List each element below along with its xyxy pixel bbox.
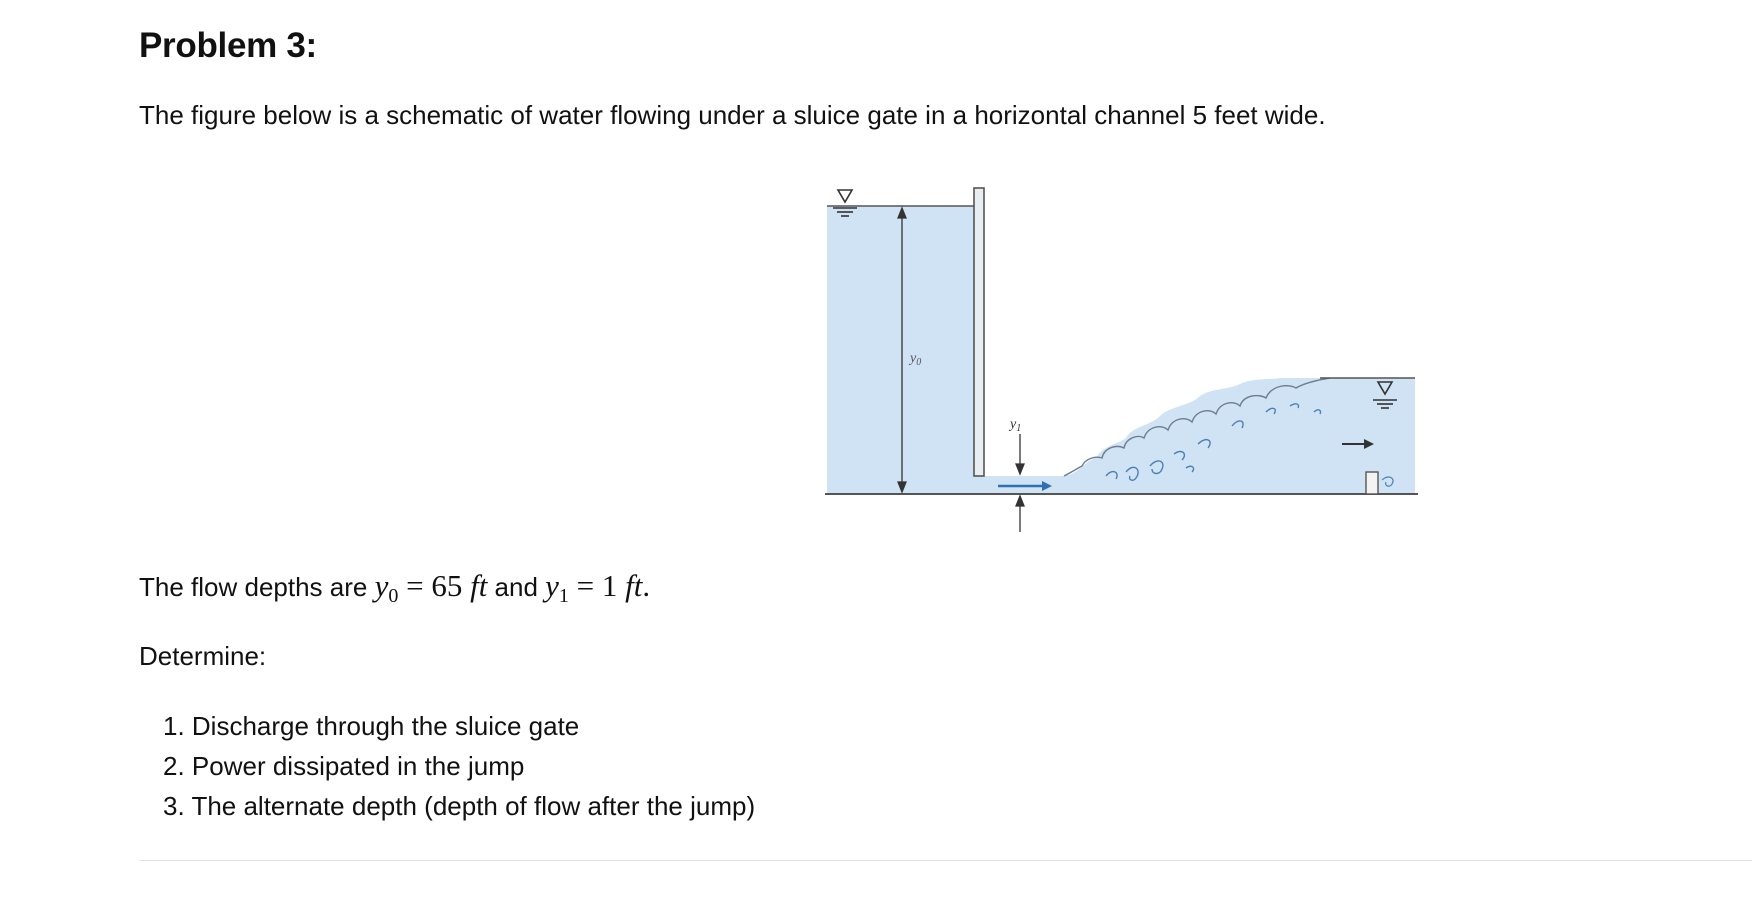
upstream-water bbox=[827, 206, 974, 494]
flow-depths-statement: The flow depths are $y_0 = 65$ ft and $y_1 = 1$ ft. bbox=[139, 568, 651, 607]
problem-title: Problem 3: bbox=[139, 26, 317, 65]
determine-heading: Determine: bbox=[139, 641, 267, 671]
sluice-gate-figure bbox=[820, 176, 1420, 536]
y0-dimension-label: $y_0$ bbox=[910, 351, 922, 368]
list-item: 2. Power dissipated in the jump bbox=[163, 751, 525, 781]
section-divider bbox=[139, 860, 1752, 861]
problem-intro: The figure below is a schematic of water flowing under a sluice gate in a horizontal channel 5 feet wide. bbox=[139, 100, 1326, 130]
sluice-gate bbox=[974, 188, 984, 476]
end-sill bbox=[1366, 472, 1378, 494]
y1-dimension-label: $y_1$ bbox=[1010, 417, 1022, 434]
y1-expression: $y_1 = 1$ ft. bbox=[545, 568, 651, 607]
y0-expression: $y_0 = 65$ ft bbox=[374, 568, 488, 607]
list-item: 1. Discharge through the sluice gate bbox=[163, 711, 580, 741]
task-list bbox=[163, 706, 755, 826]
list-item: 3. The alternate depth (depth of flow after the jump) bbox=[163, 791, 756, 821]
